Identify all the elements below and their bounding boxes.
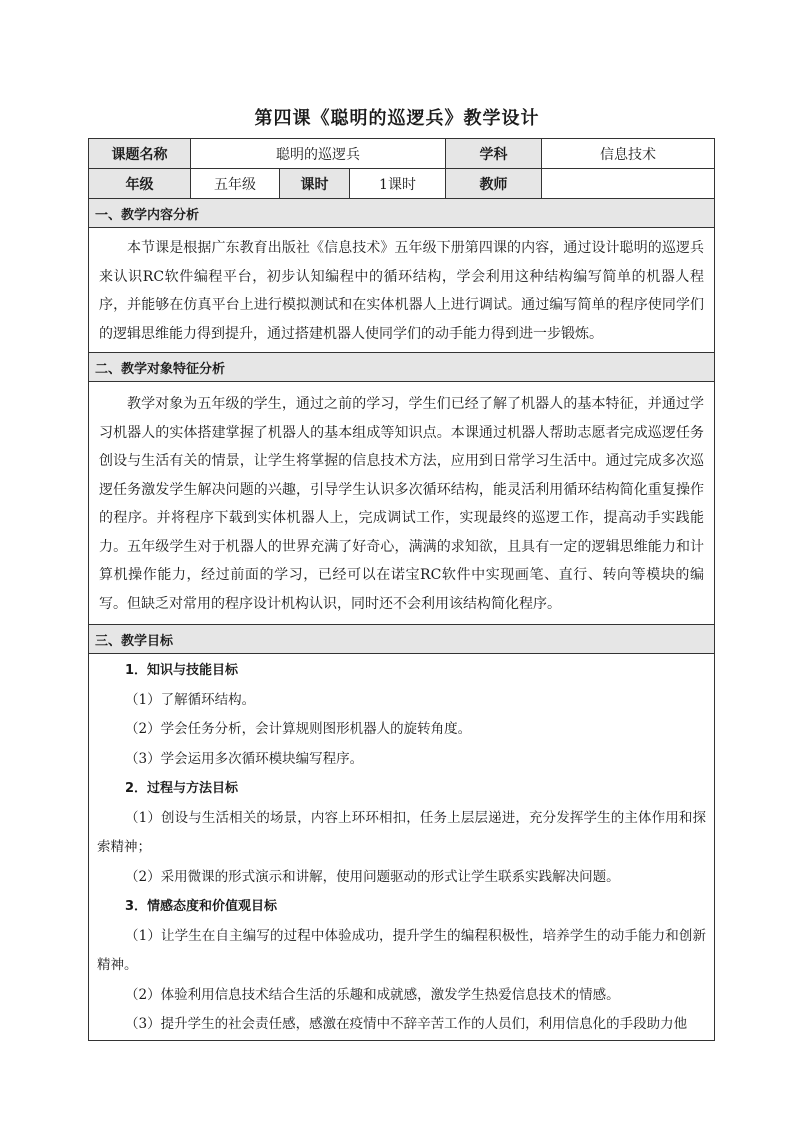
teacher-label: 教师 [446, 169, 542, 199]
section-content-analysis-body [89, 228, 715, 353]
section-learner-analysis-body [89, 382, 715, 625]
goal3-item: （2）体验利用信息技术结合生活的乐趣和成就感，激发学生热爱信息技术的情感。 [125, 986, 620, 1003]
goal3-item: （1）让学生在自主编写的过程中体验成功，提升学生的编程积极性，培养学生的动手能力和创新精神。 [97, 927, 707, 973]
subject-label: 学科 [446, 139, 542, 169]
section-learner-analysis-heading: 二、教学对象特征分析 [89, 353, 715, 382]
grade-value: 五年级 [191, 169, 280, 199]
period-value: 1课时 [350, 169, 446, 199]
section-goals-heading: 三、教学目标 [89, 625, 715, 654]
goal2-item: （1）创设与生活相关的场景，内容上环环相扣，任务上层层递进，充分发挥学生的主体作用和探索精神； [97, 809, 707, 855]
teacher-value [542, 169, 715, 199]
subject-value: 信息技术 [542, 139, 715, 169]
goal2-heading: 2．过程与方法目标 [125, 781, 239, 796]
section-content-analysis-heading: 一、教学内容分析 [89, 199, 715, 228]
goal1-item: （3）学会运用多次循环模块编写程序。 [125, 750, 364, 767]
goal1-heading: 1．知识与技能目标 [125, 663, 239, 678]
course-name-label: 课题名称 [89, 139, 191, 169]
document-title: 第四课《聪明的巡逻兵》教学设计 [254, 108, 540, 129]
goal1-item: （2）学会任务分析，会计算规则图形机器人的旋转角度。 [125, 721, 472, 737]
goal3-heading: 3．情感态度和价值观目标 [125, 899, 278, 914]
goal1-item: （1）了解循环结构。 [125, 691, 256, 708]
goal2-item: （2）采用微课的形式演示和讲解，使用问题驱动的形式让学生联系实践解决问题。 [125, 868, 620, 885]
course-name-value: 聪明的巡逻兵 [191, 139, 446, 169]
section-goals-body [89, 654, 715, 1041]
lesson-table [88, 138, 715, 1041]
content-analysis-text: 本节课是根据广东教育出版社《信息技术》五年级下册第四课的内容，通过设计聪明的巡逻兵来认识RC软件编程平台，初步认知编程中的循环结构，学会利用这种结构编写简单的机器人程序，并能够在仿真平台上进行模拟测试和在实体机器人上进行调试。通过编写简单的程序使同学们的逻辑思维能力得到提升，通过搭建机器人使同学们的动手能力得到进一步锻炼。 [99, 240, 705, 342]
grade-label: 年级 [89, 169, 191, 199]
period-label: 课时 [280, 169, 350, 199]
learner-analysis-text: 教学对象为五年级的学生，通过之前的学习，学生们已经了解了机器人的基本特征，并通过学习机器人的实体搭建掌握了机器人的基本组成等知识点。本课通过机器人帮助志愿者完成巡逻任务创设与生活有关的情景，让学生将掌握的信息技术方法，应用到日常学习生活中。通过完成多次巡逻任务激发学生解决问题的兴趣，引导学生认识多次循环结构，能灵活利用循环结构简化重复操作的程序。并将程序下载到实体机器人上，完成调试工作，实现最终的巡逻工作，提高动手实践能力。五年级学生对于机器人的世界充满了好奇心，满满的求知欲，且具有一定的逻辑思维能力和计算机操作能力，经过前面的学习，已经可以在诺宝RC软件中实现画笔、直行、转向等模块的编写。但缺乏对常用的程序设计机构认识，同时还不会利用该结构简化程序。 [99, 396, 705, 612]
goal3-item: （3）提升学生的社会责任感，感激在疫情中不辞辛苦工作的人员们，利用信息化的手段助力他 [125, 1016, 688, 1032]
